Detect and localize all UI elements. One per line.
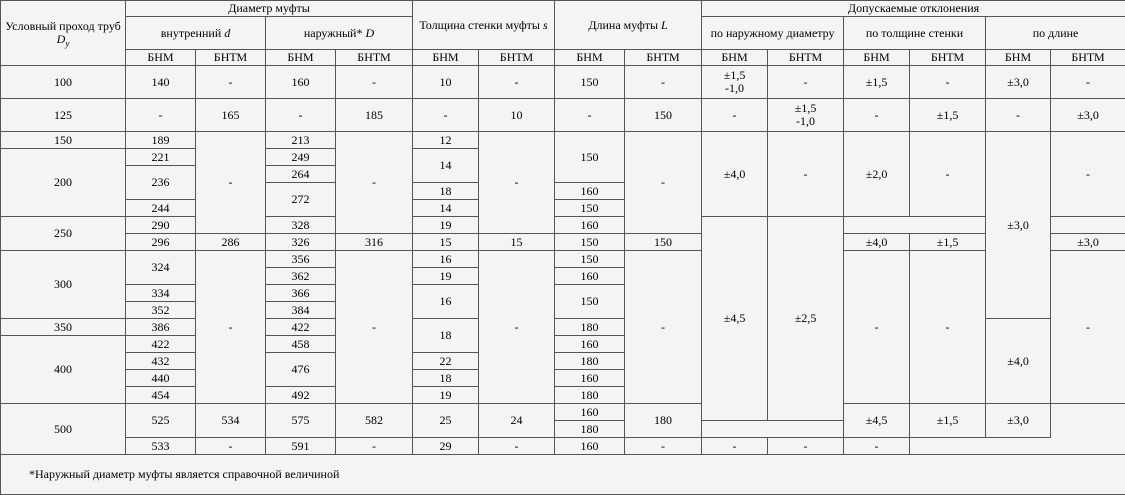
table-cell: ±1,5	[910, 234, 986, 251]
table-cell: -	[910, 66, 986, 99]
table-cell: 296	[126, 234, 196, 251]
table-cell: -	[844, 438, 910, 455]
table-cell: -	[196, 66, 266, 99]
table-cell: 150	[625, 234, 702, 251]
table-cell: 432	[126, 353, 196, 370]
wall-thickness-header: Толщина стенки муфты s	[413, 1, 555, 50]
table-cell: 18	[413, 183, 479, 200]
table-cell: -	[768, 438, 844, 455]
table-cell: 160	[555, 183, 625, 200]
table-cell: 19	[413, 387, 479, 404]
table-cell: 236	[126, 166, 196, 200]
table-row	[1, 99, 1125, 132]
table-cell: ±3,0	[986, 66, 1051, 99]
inner-diameter-header: внутренний d	[126, 17, 266, 50]
table-cell: ±3,0	[1051, 99, 1125, 132]
table-cell: 24	[479, 404, 555, 438]
bnm-label: БНМ	[702, 50, 768, 66]
table-cell: ±4,5	[702, 217, 768, 421]
table-cell: ±1,5	[910, 99, 986, 132]
table-cell: -	[702, 99, 768, 132]
bntm-label: БНТМ	[1051, 50, 1125, 66]
table-cell: -	[768, 66, 844, 99]
table-cell: -	[196, 438, 266, 455]
bntm-label: БНТМ	[196, 50, 266, 66]
bntm-label: БНТМ	[625, 50, 702, 66]
table-cell: 19	[413, 268, 479, 285]
tol-outer-header: по наружному диаметру	[702, 17, 844, 50]
table-cell: 422	[266, 319, 336, 336]
bnm-label: БНМ	[413, 50, 479, 66]
table-cell: ±2,5	[768, 217, 844, 421]
table-cell: ±4,0	[986, 319, 1051, 404]
table-cell: ±4,0	[702, 132, 768, 217]
table-cell: 250	[1, 217, 126, 251]
table-cell: 244	[126, 200, 196, 217]
table-cell: 160	[555, 336, 625, 353]
table-cell: ±1,5	[844, 66, 910, 99]
table-cell: -	[336, 66, 413, 99]
table-cell: 221	[126, 149, 196, 166]
table-cell: 200	[1, 149, 126, 217]
table-cell: 100	[1, 66, 126, 99]
table-cell: -	[196, 132, 266, 234]
table-cell: 15	[413, 234, 479, 251]
table-cell: 140	[126, 66, 196, 99]
table-cell: 366	[266, 285, 336, 302]
table-cell: -	[266, 99, 336, 132]
table-row	[1, 132, 1125, 149]
table-cell: ±4,5	[844, 404, 910, 438]
table-cell: 316	[336, 234, 413, 251]
table-cell: 14	[413, 200, 479, 217]
table-cell: 10	[479, 99, 555, 132]
table-cell: 14	[413, 149, 479, 183]
table-cell: 500	[1, 404, 126, 455]
tolerances-header: Допускаемые отклонения	[702, 1, 1125, 17]
table-cell: 534	[196, 404, 266, 438]
table-cell: 356	[266, 251, 336, 268]
table-cell: -	[126, 99, 196, 132]
table-cell: 384	[266, 302, 336, 319]
table-cell: -	[768, 132, 844, 217]
table-cell: 334	[126, 285, 196, 302]
table-cell: 180	[555, 353, 625, 370]
table-cell: 12	[413, 132, 479, 149]
table-cell: 352	[126, 302, 196, 319]
table-cell: 15	[479, 234, 555, 251]
table-cell: 150	[555, 200, 625, 217]
table-cell: -	[844, 251, 910, 404]
table-cell: 165	[196, 99, 266, 132]
bntm-label: БНТМ	[479, 50, 555, 66]
table-cell: 18	[413, 319, 479, 353]
table-cell: -	[413, 99, 479, 132]
table-cell: ±2,0	[844, 132, 910, 217]
table-cell: -	[336, 132, 413, 234]
table-cell: ±3,0	[986, 404, 1051, 438]
table-cell: 160	[555, 268, 625, 285]
table-cell: 29	[413, 438, 479, 455]
table-row	[1, 438, 1125, 455]
table-cell: 150	[555, 66, 625, 99]
table-cell: 213	[266, 132, 336, 149]
table-cell: 264	[266, 166, 336, 183]
bntm-label: БНТМ	[768, 50, 844, 66]
table-cell: 10	[413, 66, 479, 99]
table-cell: ±3,0	[1051, 234, 1125, 251]
table-cell: 180	[555, 387, 625, 404]
table-cell: -	[702, 438, 768, 455]
table-row	[1, 404, 1125, 421]
bnm-label: БНМ	[986, 50, 1051, 66]
bnm-label: БНМ	[266, 50, 336, 66]
table-cell: 326	[266, 234, 336, 251]
length-header: Длина муфты L	[555, 1, 702, 50]
bntm-label: БНТМ	[910, 50, 986, 66]
table-cell: 476	[266, 353, 336, 387]
table-cell: 591	[266, 438, 336, 455]
table-cell: 422	[126, 336, 196, 353]
table-cell: 180	[555, 421, 625, 438]
table-cell: 150	[555, 132, 625, 183]
table-cell: -	[336, 438, 413, 455]
table-cell: 160	[555, 370, 625, 387]
table-cell: -	[479, 66, 555, 99]
footnote-row	[1, 455, 1125, 495]
table-cell: -	[479, 438, 555, 455]
table-cell: -	[555, 99, 625, 132]
tol-wall-header: по толщине стенки	[844, 17, 986, 50]
table-cell: ±1,5 -1,0	[702, 66, 768, 99]
footnote: *Наружный диаметр муфты является справочной величиной	[1, 455, 1125, 495]
table-cell: 300	[1, 251, 126, 319]
bnm-label: БНМ	[126, 50, 196, 66]
outer-diameter-header: наружный* D	[266, 17, 413, 50]
table-cell: 575	[266, 404, 336, 438]
table-cell: 185	[336, 99, 413, 132]
table-cell: 160	[555, 438, 625, 455]
table-cell: ±1,5 -1,0	[768, 99, 844, 132]
table-row	[1, 251, 1125, 268]
table-cell: 19	[413, 217, 479, 234]
nominal-bore-header: Условный проход труб $D_у$	[1, 1, 126, 66]
table-cell: 150	[555, 285, 625, 319]
table-cell: 25	[413, 404, 479, 438]
table-row	[1, 66, 1125, 99]
table-cell: -	[910, 132, 986, 217]
table-cell: 458	[266, 336, 336, 353]
table-cell: 582	[336, 404, 413, 438]
table-cell: -	[196, 251, 266, 404]
table-cell: 249	[266, 149, 336, 166]
table-cell: 16	[413, 251, 479, 268]
table-cell: -	[1051, 132, 1125, 217]
header-row-1	[1, 1, 1125, 17]
table-cell: 362	[266, 268, 336, 285]
diameter-header: Диаметр муфты	[126, 1, 413, 17]
table-cell: ±3,0	[986, 132, 1051, 319]
table-cell: 272	[266, 183, 336, 217]
table-cell: 440	[126, 370, 196, 387]
table-cell: ±4,0	[844, 234, 910, 251]
table-cell: -	[625, 438, 702, 455]
table-cell: -	[479, 132, 555, 234]
table-cell: 150	[625, 99, 702, 132]
table-cell: 150	[555, 251, 625, 268]
table-cell: -	[336, 251, 413, 404]
table-cell: 286	[196, 234, 266, 251]
table-cell: 454	[126, 387, 196, 404]
table-cell: ±1,5	[910, 404, 986, 438]
table-cell: -	[910, 251, 986, 404]
table-cell: -	[479, 251, 555, 404]
table-cell: 150	[555, 234, 625, 251]
table-cell: 533	[126, 438, 196, 455]
table-cell: 160	[555, 217, 625, 234]
table-cell: 180	[555, 319, 625, 336]
bnm-label: БНМ	[844, 50, 910, 66]
table-cell: 328	[266, 217, 336, 234]
table-cell: 180	[625, 404, 702, 438]
table-cell: 22	[413, 353, 479, 370]
table-cell: 160	[555, 404, 625, 421]
table-row	[1, 217, 1125, 234]
table-cell: -	[625, 251, 702, 404]
bnm-label: БНМ	[555, 50, 625, 66]
table-cell: 525	[126, 404, 196, 438]
table-cell: 290	[126, 217, 196, 234]
table-cell: 189	[126, 132, 196, 149]
table-cell: -	[1051, 66, 1125, 99]
table-cell: -	[1051, 251, 1125, 404]
table-row	[1, 234, 1125, 251]
table-cell: 160	[266, 66, 336, 99]
table-cell: 386	[126, 319, 196, 336]
header-row-3	[1, 50, 1125, 66]
table-cell: -	[844, 99, 910, 132]
table-cell: 150	[1, 132, 126, 149]
bntm-label: БНТМ	[336, 50, 413, 66]
table-cell: -	[625, 132, 702, 234]
table-cell: 324	[126, 251, 196, 285]
table-cell: 18	[413, 370, 479, 387]
table-cell: -	[986, 99, 1051, 132]
table-cell: 492	[266, 387, 336, 404]
table-cell: -	[625, 66, 702, 99]
table-cell: 125	[1, 99, 126, 132]
table-cell: 350	[1, 319, 126, 336]
table-cell: 400	[1, 336, 126, 404]
tol-length-header: по длине	[986, 17, 1125, 50]
table-cell: 16	[413, 285, 479, 319]
